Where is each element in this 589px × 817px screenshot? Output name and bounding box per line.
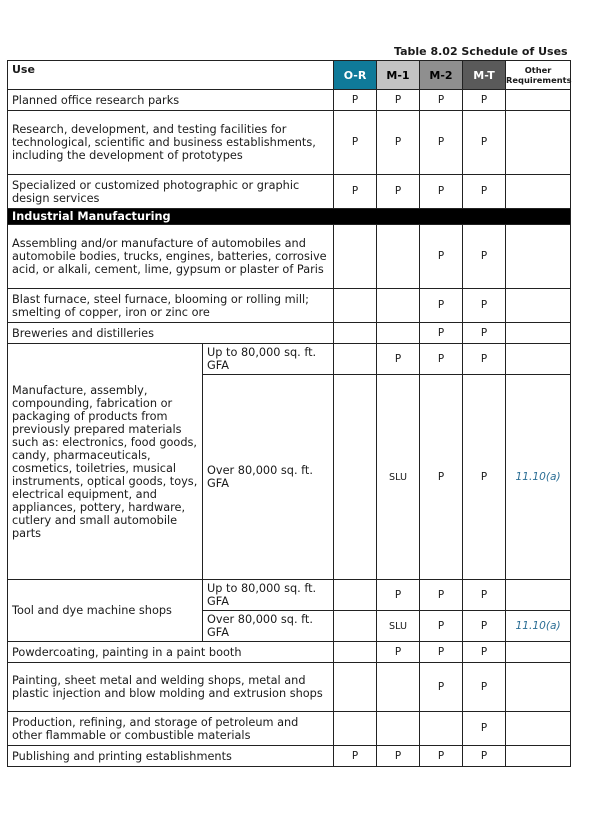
or-cell [334, 580, 377, 611]
or-cell [334, 289, 377, 323]
mt-cell: P [463, 323, 506, 344]
m1-cell: P [377, 175, 420, 209]
mt-cell: P [463, 289, 506, 323]
other-cell [506, 712, 571, 746]
or-cell [334, 642, 377, 663]
district-header-m1: M-1 [377, 61, 420, 90]
or-cell [334, 712, 377, 746]
table-row [8, 344, 571, 375]
m2-cell: P [420, 746, 463, 767]
m1-cell: SLU [377, 611, 420, 642]
use-cell: Painting, sheet metal and welding shops, metal and plastic injection and blow molding and extrusion shops [8, 663, 334, 712]
table-title: Table 8.02 Schedule of Uses [8, 43, 571, 61]
m1-cell: P [377, 90, 420, 111]
or-cell [334, 611, 377, 642]
mt-cell: P [463, 375, 506, 580]
header-row [8, 61, 571, 90]
mt-cell: P [463, 580, 506, 611]
use-cell: Blast furnace, steel furnace, blooming or rolling mill; smelting of copper, iron or zinc ore [8, 289, 334, 323]
m1-cell [377, 225, 420, 289]
or-cell: P [334, 90, 377, 111]
other-cell [506, 642, 571, 663]
section-title: Industrial Manufacturing [8, 209, 571, 225]
table-row [8, 111, 571, 175]
district-header-or: O-R [334, 61, 377, 90]
m2-cell: P [420, 225, 463, 289]
m1-cell [377, 289, 420, 323]
or-cell: P [334, 746, 377, 767]
use-cell: Breweries and distilleries [8, 323, 334, 344]
m1-cell: P [377, 746, 420, 767]
m2-cell: P [420, 611, 463, 642]
mt-cell: P [463, 642, 506, 663]
m2-cell: P [420, 344, 463, 375]
table-row [8, 580, 571, 611]
m2-cell: P [420, 642, 463, 663]
m2-cell: P [420, 580, 463, 611]
use-cell: Assembling and/or manufacture of automobiles and automobile bodies, trucks, engines, batteries, corrosive acid, or alkali, cement, lime, gypsum or plaster of Paris [8, 225, 334, 289]
m1-cell [377, 712, 420, 746]
mt-cell: P [463, 611, 506, 642]
m1-cell: SLU [377, 375, 420, 580]
other-cell [506, 344, 571, 375]
mt-cell: P [463, 111, 506, 175]
use-cell: Research, development, and testing facilities for technological, scientific and business establishments, including the development of prototypes [8, 111, 334, 175]
other-cell [506, 175, 571, 209]
mt-cell: P [463, 712, 506, 746]
size-cell: Up to 80,000 sq. ft. GFA [203, 344, 334, 375]
m2-cell: P [420, 663, 463, 712]
other-cell [506, 225, 571, 289]
or-cell [334, 323, 377, 344]
schedule-of-uses-table [7, 43, 571, 767]
or-cell: P [334, 175, 377, 209]
district-header-m2: M-2 [420, 61, 463, 90]
m2-cell: P [420, 323, 463, 344]
mt-cell: P [463, 746, 506, 767]
use-cell: Publishing and printing establishments [8, 746, 334, 767]
table-row [8, 712, 571, 746]
m1-cell [377, 663, 420, 712]
size-cell: Over 80,000 sq. ft. GFA [203, 611, 334, 642]
other-cell [506, 323, 571, 344]
use-cell: Powdercoating, painting in a paint booth [8, 642, 334, 663]
or-cell [334, 663, 377, 712]
mt-cell: P [463, 175, 506, 209]
other-requirements-header: Other Requirements [506, 61, 571, 90]
table-row [8, 746, 571, 767]
m1-cell: P [377, 111, 420, 175]
m1-cell: P [377, 344, 420, 375]
mt-cell: P [463, 90, 506, 111]
table-row [8, 90, 571, 111]
or-cell [334, 375, 377, 580]
m2-cell: P [420, 175, 463, 209]
use-column-header: Use [8, 61, 334, 90]
table-row [8, 642, 571, 663]
size-cell: Over 80,000 sq. ft. GFA [203, 375, 334, 580]
mt-cell: P [463, 344, 506, 375]
m2-cell [420, 712, 463, 746]
table-row [8, 289, 571, 323]
use-cell: Planned office research parks [8, 90, 334, 111]
table-row [8, 175, 571, 209]
m2-cell: P [420, 289, 463, 323]
or-cell [334, 225, 377, 289]
other-cell [506, 289, 571, 323]
m1-cell: P [377, 580, 420, 611]
section-header-row [8, 209, 571, 225]
or-cell: P [334, 111, 377, 175]
mt-cell: P [463, 225, 506, 289]
mt-cell: P [463, 663, 506, 712]
other-requirement-link[interactable]: 11.10(a) [506, 375, 571, 580]
district-header-mt: M-T [463, 61, 506, 90]
use-cell: Tool and dye machine shops [8, 580, 203, 642]
other-cell [506, 663, 571, 712]
or-cell [334, 344, 377, 375]
m2-cell: P [420, 90, 463, 111]
table-row [8, 225, 571, 289]
size-cell: Up to 80,000 sq. ft. GFA [203, 580, 334, 611]
use-cell: Manufacture, assembly, compounding, fabrication or packaging of products from previously prepared materials such as: electronics, food goods, candy, pharmaceuticals, cosmetics, toiletries, musical instruments, optical goods, toys, electrical equipment, and appliances, pottery, hardware, cutlery and small automobile parts [8, 344, 203, 580]
other-cell [506, 90, 571, 111]
m1-cell: P [377, 642, 420, 663]
other-requirement-link[interactable]: 11.10(a) [506, 611, 571, 642]
m2-cell: P [420, 375, 463, 580]
table-row [8, 323, 571, 344]
table-caption-row [8, 43, 571, 61]
table-row [8, 663, 571, 712]
use-cell: Production, refining, and storage of petroleum and other flammable or combustible materials [8, 712, 334, 746]
use-cell: Specialized or customized photographic or graphic design services [8, 175, 334, 209]
other-cell [506, 580, 571, 611]
m2-cell: P [420, 111, 463, 175]
other-cell [506, 111, 571, 175]
other-cell [506, 746, 571, 767]
m1-cell [377, 323, 420, 344]
